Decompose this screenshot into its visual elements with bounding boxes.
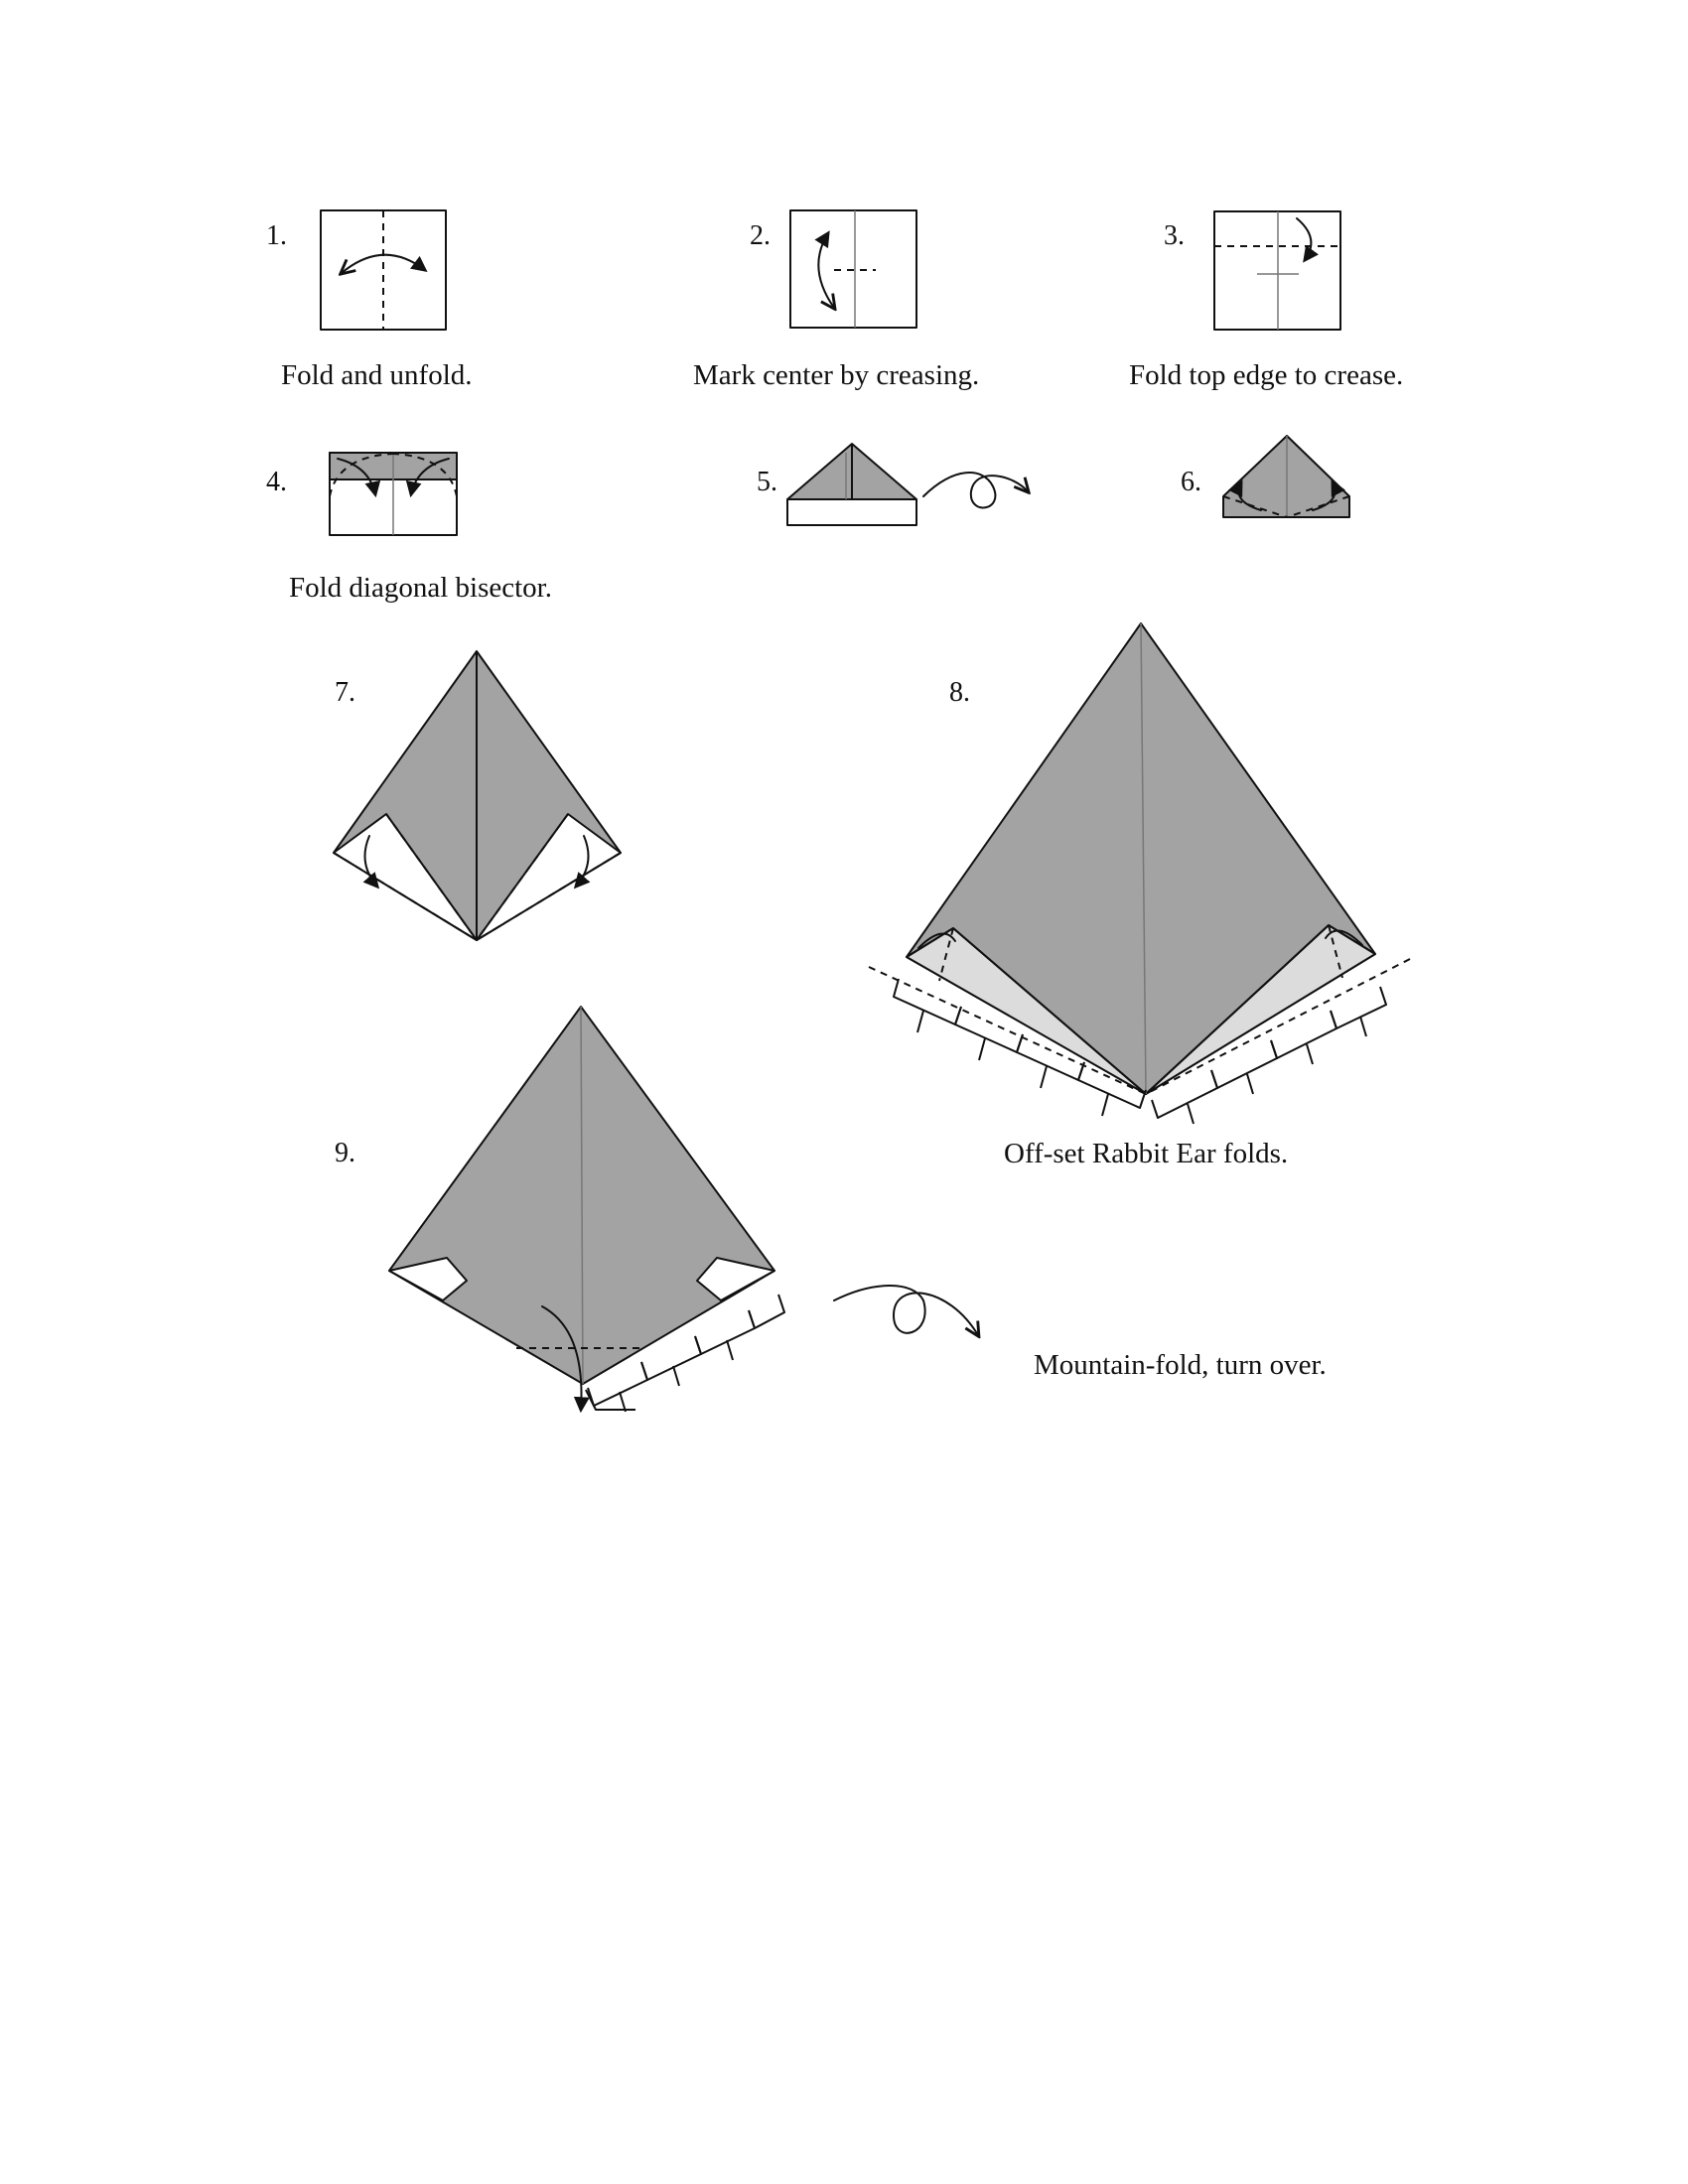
step-7-diagram: [334, 651, 621, 940]
step-8-number: 8.: [949, 677, 970, 708]
step-9-diagram: [389, 1007, 978, 1412]
step-9-number: 9.: [335, 1138, 355, 1168]
step-2-caption: Mark center by creasing.: [693, 359, 980, 391]
step-2-diagram: [790, 210, 916, 328]
step-8-caption: Off-set Rabbit Ear folds.: [1004, 1138, 1289, 1169]
step-3-caption: Fold top edge to crease.: [1129, 359, 1404, 391]
step-1-diagram: [321, 210, 446, 330]
step-6-number: 6.: [1181, 467, 1201, 497]
step-1-number: 1.: [266, 220, 287, 251]
step-5-number: 5.: [757, 467, 777, 497]
step-5-diagram: [787, 444, 1028, 525]
step-3-number: 3.: [1164, 220, 1185, 251]
step-4-caption: Fold diagonal bisector.: [289, 572, 552, 604]
step-4-diagram: [330, 453, 457, 535]
step-8-diagram: [869, 623, 1410, 1124]
step-6-diagram: [1223, 436, 1349, 517]
step-2-number: 2.: [750, 220, 771, 251]
step-1-caption: Fold and unfold.: [281, 359, 473, 391]
step-7-number: 7.: [335, 677, 355, 708]
step-9-caption: Mountain-fold, turn over.: [1034, 1349, 1327, 1381]
step-4-number: 4.: [266, 467, 287, 497]
step-3-diagram: [1214, 211, 1340, 330]
